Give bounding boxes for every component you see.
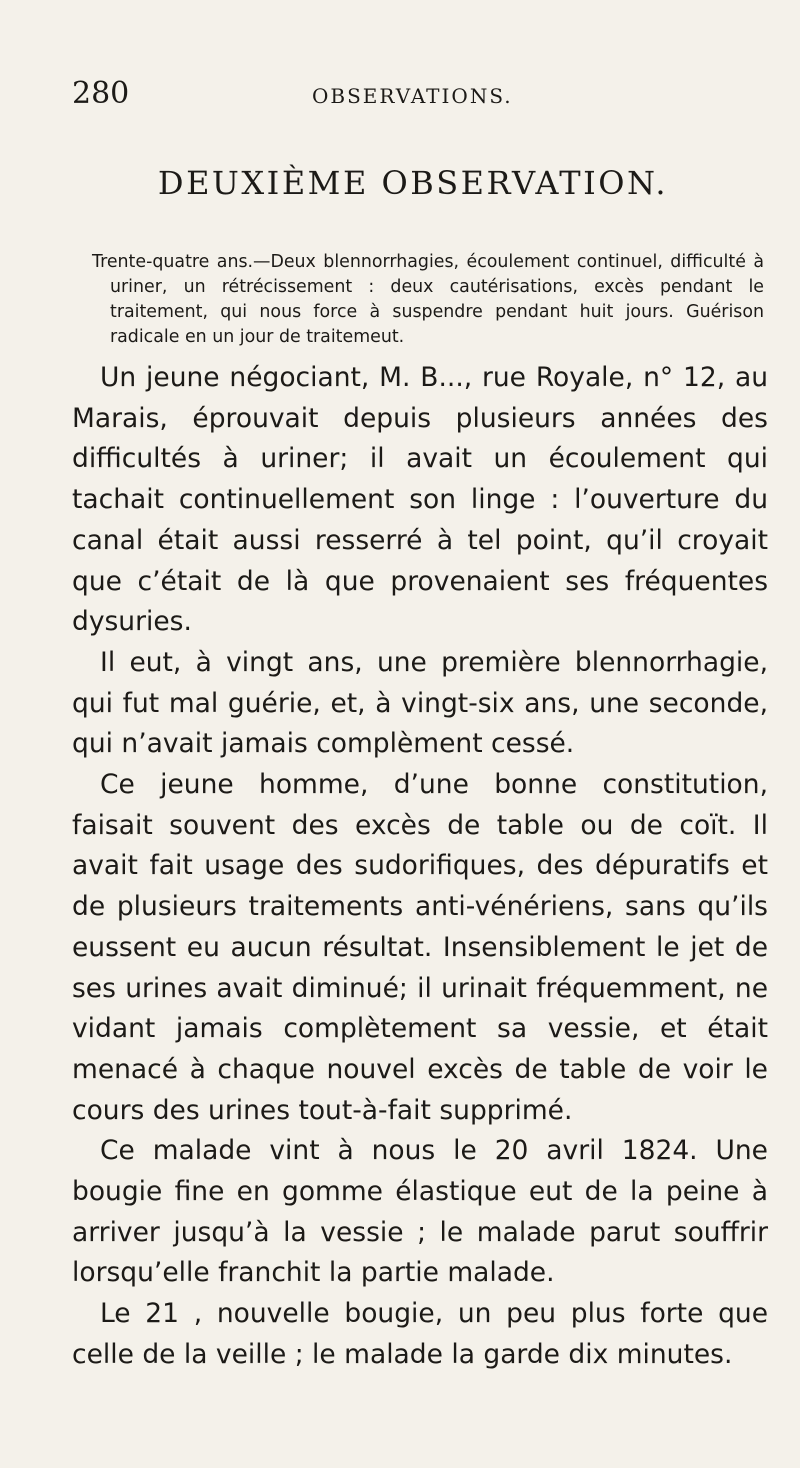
paragraph: Il eut, à vingt ans, une première blennorrhagie, qui fut mal guérie, et, à vingt-six ans, une seconde, qui n’avait jamais complèment cessé.: [72, 646, 768, 760]
paragraph: Ce malade vint à nous le 20 avril 1824. Une bougie fine en gomme élastique eut de la peine à arriver jusqu’à la vessie ; le malade parut souffrir lorsqu’elle franchit la partie malade.: [72, 1135, 768, 1289]
paragraph: Ce jeune homme, d’une bonne constitution, faisait souvent des excès de table ou de coït. Il avait fait usage des sudorifiques, des dépuratifs et de plusieurs traitements anti-vénériens, sans qu’ils eussent eu aucun résultat. Insensiblement le jet de ses urines avait diminué; il urinait fréquemment, ne vidant jamais complètement sa vessie, et était menacé à chaque nouvel excès de table de voir le cours des urines tout-à-fait supprimé.: [72, 769, 768, 1126]
body-text: [72, 358, 768, 1376]
paragraph: Le 21 , nouvelle bougie, un peu plus forte que celle de la veille ; le malade la garde dix minutes.: [72, 1298, 768, 1370]
running-title: OBSERVATIONS.: [312, 84, 513, 108]
paragraph: Un jeune négociant, M. B..., rue Royale, n° 12, au Marais, éprouvait depuis plusieurs années des difficultés à uriner; il avait un écoulement qui tachait continuellement son linge : l’ouverture du canal était aussi resserré à tel point, qu’il croyait que c’était de là que provenaient ses fréquentes dysuries.: [72, 362, 768, 638]
page-number: 280: [72, 76, 130, 111]
running-head: [72, 76, 748, 116]
observation-summary: Trente-quatre ans.—Deux blennorrhagies, écoulement continuel, difficulté à uriner, un rétrécissement : deux cautérisations, excès pendant le traitement, qui nous force à suspendre pendant huit jours. Guérison radicale en un jour de traitemeut.: [92, 252, 764, 347]
observation-title: DEUXIÈME OBSERVATION.: [157, 164, 669, 202]
